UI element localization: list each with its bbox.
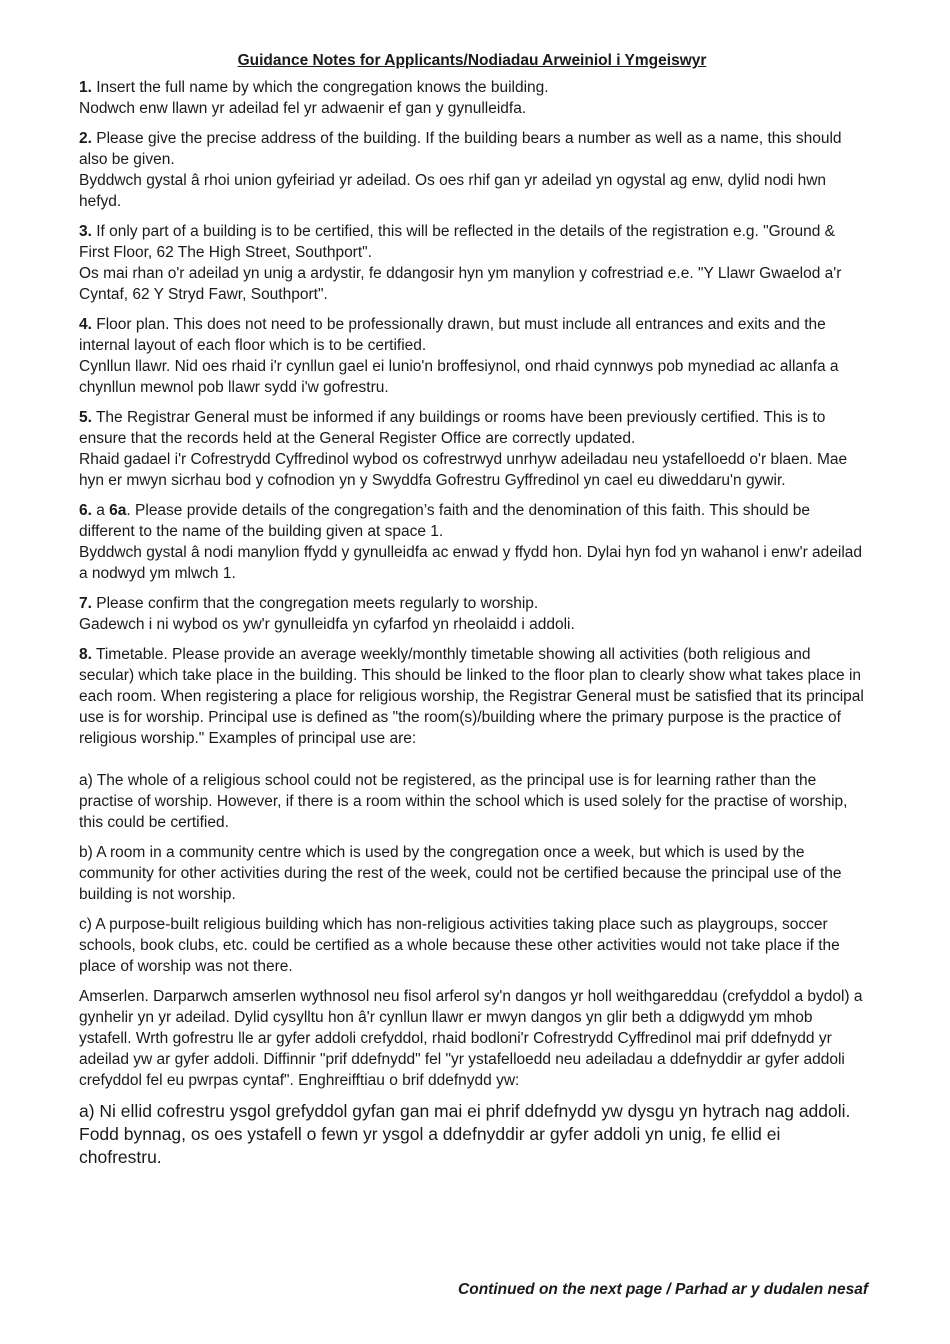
- note-6-number: 6.: [79, 502, 92, 519]
- note-8-welsh-block: [79, 986, 865, 1091]
- note-4-english: 4. Floor plan. This does not need to be professionally drawn, but must include all entrances and exits and the internal layout of each floor which is to be certified.: [79, 316, 826, 354]
- note-8-example-c-block: [79, 914, 865, 977]
- note-8-example-b-block: [79, 842, 865, 905]
- note-8-welsh-example-a: a) Ni ellid cofrestru ysgol grefyddol gyfan gan mai ei phrif ddefnydd yw dysgu yn hytrach nag addoli. Fodd bynnag, os oes ystafell o fewn yr ysgol a ddefnyddir ar gyfer addoli yn unig, fe ellid ei chofrestru.: [79, 1101, 851, 1167]
- note-8-example-a: a) The whole of a religious school could not be registered, as the principal use is for learning rather than the practise of worship. However, if there is a room within the school which is used solely for the practise of worship, this could be certified.: [79, 772, 848, 831]
- note-8-english: 8. Timetable. Please provide an average weekly/monthly timetable showing all activities (both religious and secular) which take place in the building. This should be linked to the floor plan to clearly show what takes place in each room. When registering a place for religious worship, the Registrar General must be satisfied that its principal use is for worship. Principal use is defined as "the room(s)/building where the primary purpose is the practice of religious worship." Examples of principal use are:: [79, 646, 864, 747]
- note-7: [79, 593, 865, 635]
- note-4: [79, 314, 865, 398]
- note-6-english: 6. a 6a. Please provide details of the congregation’s faith and the denomination of this faith. This should be different to the name of the building given at space 1.: [79, 502, 811, 540]
- note-2-welsh: Byddwch gystal â rhoi union gyfeiriad yr adeilad. Os oes rhif gan yr adeilad yn ogystal ag enw, dylid nodi hwn hefyd.: [79, 172, 827, 210]
- note-8-example-b: b) A room in a community centre which is used by the congregation once a week, but which is used by the community for other activities during the rest of the week, could not be certified because the principal use of the building is not worship.: [79, 844, 842, 903]
- note-5-english: 5. The Registrar General must be informed if any buildings or rooms have been previously certified. This is to ensure that the records held at the General Register Office are correctly updated.: [79, 409, 826, 447]
- note-6: [79, 500, 865, 584]
- note-6-welsh: Byddwch gystal â nodi manylion ffydd y gynulleidfa ac enwad y ffydd hon. Dylai hyn fod yn wahanol i enw'r adeilad a nodwyd ym mlwch 1.: [79, 544, 863, 582]
- note-7-welsh: Gadewch i ni wybod os yw'r gynulleidfa yn cyfarfod yn rheolaidd i addoli.: [79, 616, 575, 633]
- note-1-number: 1.: [79, 79, 92, 96]
- note-1-english: 1. Insert the full name by which the congregation knows the building.: [79, 79, 549, 96]
- note-4-welsh: Cynllun llawr. Nid oes rhaid i'r cynllun gael ei lunio'n broffesiynol, ond rhaid cynnwys pob mynediad ac allanfa a chynllun mewnol pob llawr sydd i'w gofrestru.: [79, 358, 839, 396]
- note-3-english: 3. If only part of a building is to be certified, this will be reflected in the details of the registration e.g. "Ground & First Floor, 62 The High Street, Southport".: [79, 223, 835, 261]
- note-3: [79, 221, 865, 305]
- note-8: [79, 644, 865, 833]
- note-2: [79, 128, 865, 212]
- note-8-welsh: Amserlen. Darparwch amserlen wythnosol neu fisol arferol sy'n dangos yr holl weithgareddau (crefyddol a bydol) a gynhelir yn yr adeilad. Dylid cysylltu hon â'r cynllun llawr er mwyn dangos yn glir beth a ddigwydd ym mhob ystafell. Wrth gofrestru lle ar gyfer addoli crefyddol, rhaid bodloni'r Cofrestrydd Cyffredinol mai prif ddefnydd yr adeilad yw ar gyfer addoli. Diffinnir "prif ddefnydd" fel "yr ystafelloedd neu adeiladau a ddefnyddir ar gyfer addoli crefyddol fel eu pwrpas cyntaf". Enghreifftiau o brif ddefnydd yw:: [79, 988, 863, 1089]
- note-5-number: 5.: [79, 409, 92, 426]
- note-2-number: 2.: [79, 130, 92, 147]
- note-1-welsh: Nodwch enw llawn yr adeilad fel yr adwaenir ef gan y gynulleidfa.: [79, 100, 527, 117]
- note-5: [79, 407, 865, 491]
- note-8-example-c: c) A purpose-built religious building which has non-religious activities taking place such as playgroups, soccer schools, book clubs, etc. could be certified as a whole because these other activities would not take place if the place of worship was not there.: [79, 916, 840, 975]
- note-3-welsh: Os mai rhan o'r adeilad yn unig a ardystir, fe ddangosir hyn ym manylion y cofrestriad e.e. "Y Llawr Gwaelod a'r Cyntaf, 62 Y Stryd Fawr, Southport".: [79, 265, 842, 303]
- note-6a-number: 6a: [109, 502, 127, 519]
- note-8-number: 8.: [79, 646, 92, 663]
- note-7-number: 7.: [79, 595, 92, 612]
- note-1: [79, 77, 865, 119]
- note-7-english: 7. Please confirm that the congregation meets regularly to worship.: [79, 595, 539, 612]
- guidance-notes-page: [79, 50, 865, 1169]
- note-5-welsh: Rhaid gadael i'r Cofrestrydd Cyffredinol wybod os cofrestrwyd unrhyw adeiladau neu ystafelloedd o'r blaen. Mae hyn er mwyn sicrhau bod y cofnodion yn y Swyddfa Gofrestru Gyffredinol yn cael eu diweddaru'n gywir.: [79, 451, 848, 489]
- note-4-number: 4.: [79, 316, 92, 333]
- page-title: Guidance Notes for Applicants/Nodiadau Arweiniol i Ymgeiswyr: [237, 52, 707, 69]
- note-3-number: 3.: [79, 223, 92, 240]
- note-2-english: 2. Please give the precise address of the building. If the building bears a number as well as a name, this should also be given.: [79, 130, 842, 168]
- continued-footer: Continued on the next page / Parhad ar y dudalen nesaf: [458, 1281, 868, 1298]
